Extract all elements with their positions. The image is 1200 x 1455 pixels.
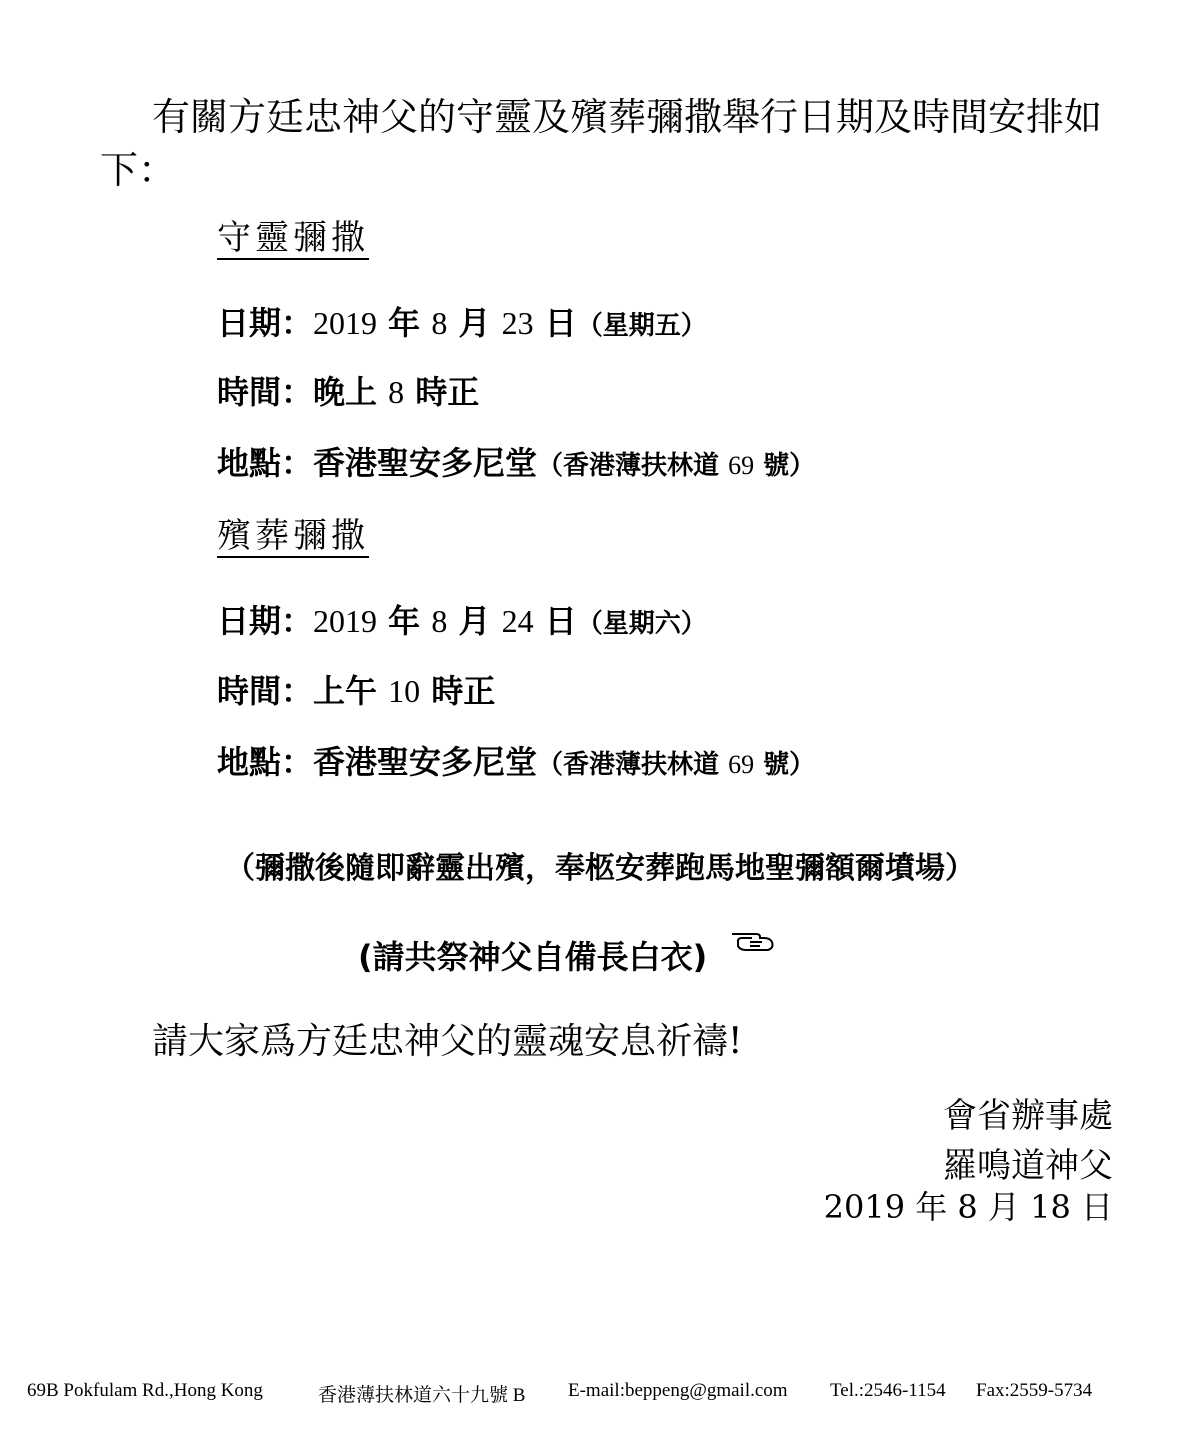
funeral-date-year: 2019 [313, 603, 378, 639]
funeral-place-addr-post: 號） [754, 750, 816, 780]
intro-line-1: 有關方廷忠神父的守靈及殯葬彌撒舉行日期及時間安排如 [152, 95, 1103, 139]
funeral-date-d: 日 [533, 602, 577, 640]
funeral-place-label: 地點： [217, 743, 314, 781]
footer-fax: Fax:2559-5734 [976, 1380, 1093, 1401]
footer-address-en: 69B Pokfulam Rd.,Hong Kong [27, 1380, 263, 1401]
funeral-time-label: 時間： [217, 672, 314, 710]
burial-note: （彌撒後隨即辭靈出殯，奉柩安葬跑馬地聖彌額爾墳場） [225, 851, 975, 886]
funeral-time-num: 10 [388, 673, 421, 709]
vigil-time-label: 時間： [217, 373, 314, 411]
vigil-date-d: 日 [533, 304, 577, 342]
vigil-date-year: 2019 [313, 305, 378, 341]
vigil-time-pre: 晚上 [313, 373, 389, 411]
signature-priest: 羅鳴道神父 [943, 1146, 1113, 1186]
funeral-place-addr-num: 69 [728, 750, 755, 779]
funeral-place [217, 737, 815, 783]
funeral-place-name: 香港聖安多尼堂 [313, 743, 538, 781]
vigil-date-m: 月 [447, 304, 502, 342]
vigil-date-month: 8 [431, 305, 448, 341]
funeral-date-day: 24 [501, 603, 534, 639]
funeral-date-month: 8 [431, 603, 448, 639]
funeral-date-m: 月 [447, 602, 502, 640]
vigil-time-num: 8 [388, 374, 405, 410]
funeral-time [217, 666, 495, 712]
vigil-place-addr-pre: （香港薄扶林道 [537, 451, 729, 481]
vigil-time [217, 367, 479, 413]
vigil-date-day: 23 [501, 305, 534, 341]
vigil-place-addr-post: 號） [754, 451, 816, 481]
vigil-place-addr-num: 69 [728, 451, 755, 480]
vigil-place [217, 438, 815, 484]
vigil-heading: 守靈彌撒 [217, 218, 369, 258]
vigil-date-y: 年 [377, 304, 432, 342]
funeral-time-pre: 上午 [313, 672, 389, 710]
footer-tel: Tel.:2546-1154 [830, 1380, 946, 1401]
intro-line-2: 下： [100, 148, 177, 192]
vigil-place-name: 香港聖安多尼堂 [313, 444, 538, 482]
vigil-place-label: 地點： [217, 444, 314, 482]
robe-note-text: (請共祭神父自備長白衣) [358, 938, 708, 976]
funeral-place-addr-pre: （香港薄扶林道 [537, 750, 729, 780]
signature-office: 會省辦事處 [943, 1096, 1113, 1136]
vigil-time-post: 時正 [404, 373, 480, 411]
funeral-date [217, 596, 707, 642]
footer-address-zh: 香港薄扶林道六十九號 B [318, 1385, 526, 1406]
funeral-date-weekday: （星期六） [576, 609, 707, 639]
vigil-date-label: 日期： [217, 304, 314, 342]
robe-note [358, 926, 778, 978]
vigil-date-weekday: （星期五） [576, 311, 707, 341]
funeral-date-label: 日期： [217, 602, 314, 640]
signature-date: 2019 年 8 月 18 日 [823, 1188, 1113, 1226]
funeral-time-post: 時正 [420, 672, 496, 710]
funeral-date-y: 年 [377, 602, 432, 640]
prayer-request: 請大家爲方廷忠神父的靈魂安息祈禱! [152, 1021, 743, 1062]
pointing-hand-icon [730, 926, 778, 954]
vigil-date [217, 298, 707, 344]
funeral-heading: 殯葬彌撒 [217, 516, 369, 556]
footer-email: E-mail:beppeng@gmail.com [568, 1380, 788, 1401]
